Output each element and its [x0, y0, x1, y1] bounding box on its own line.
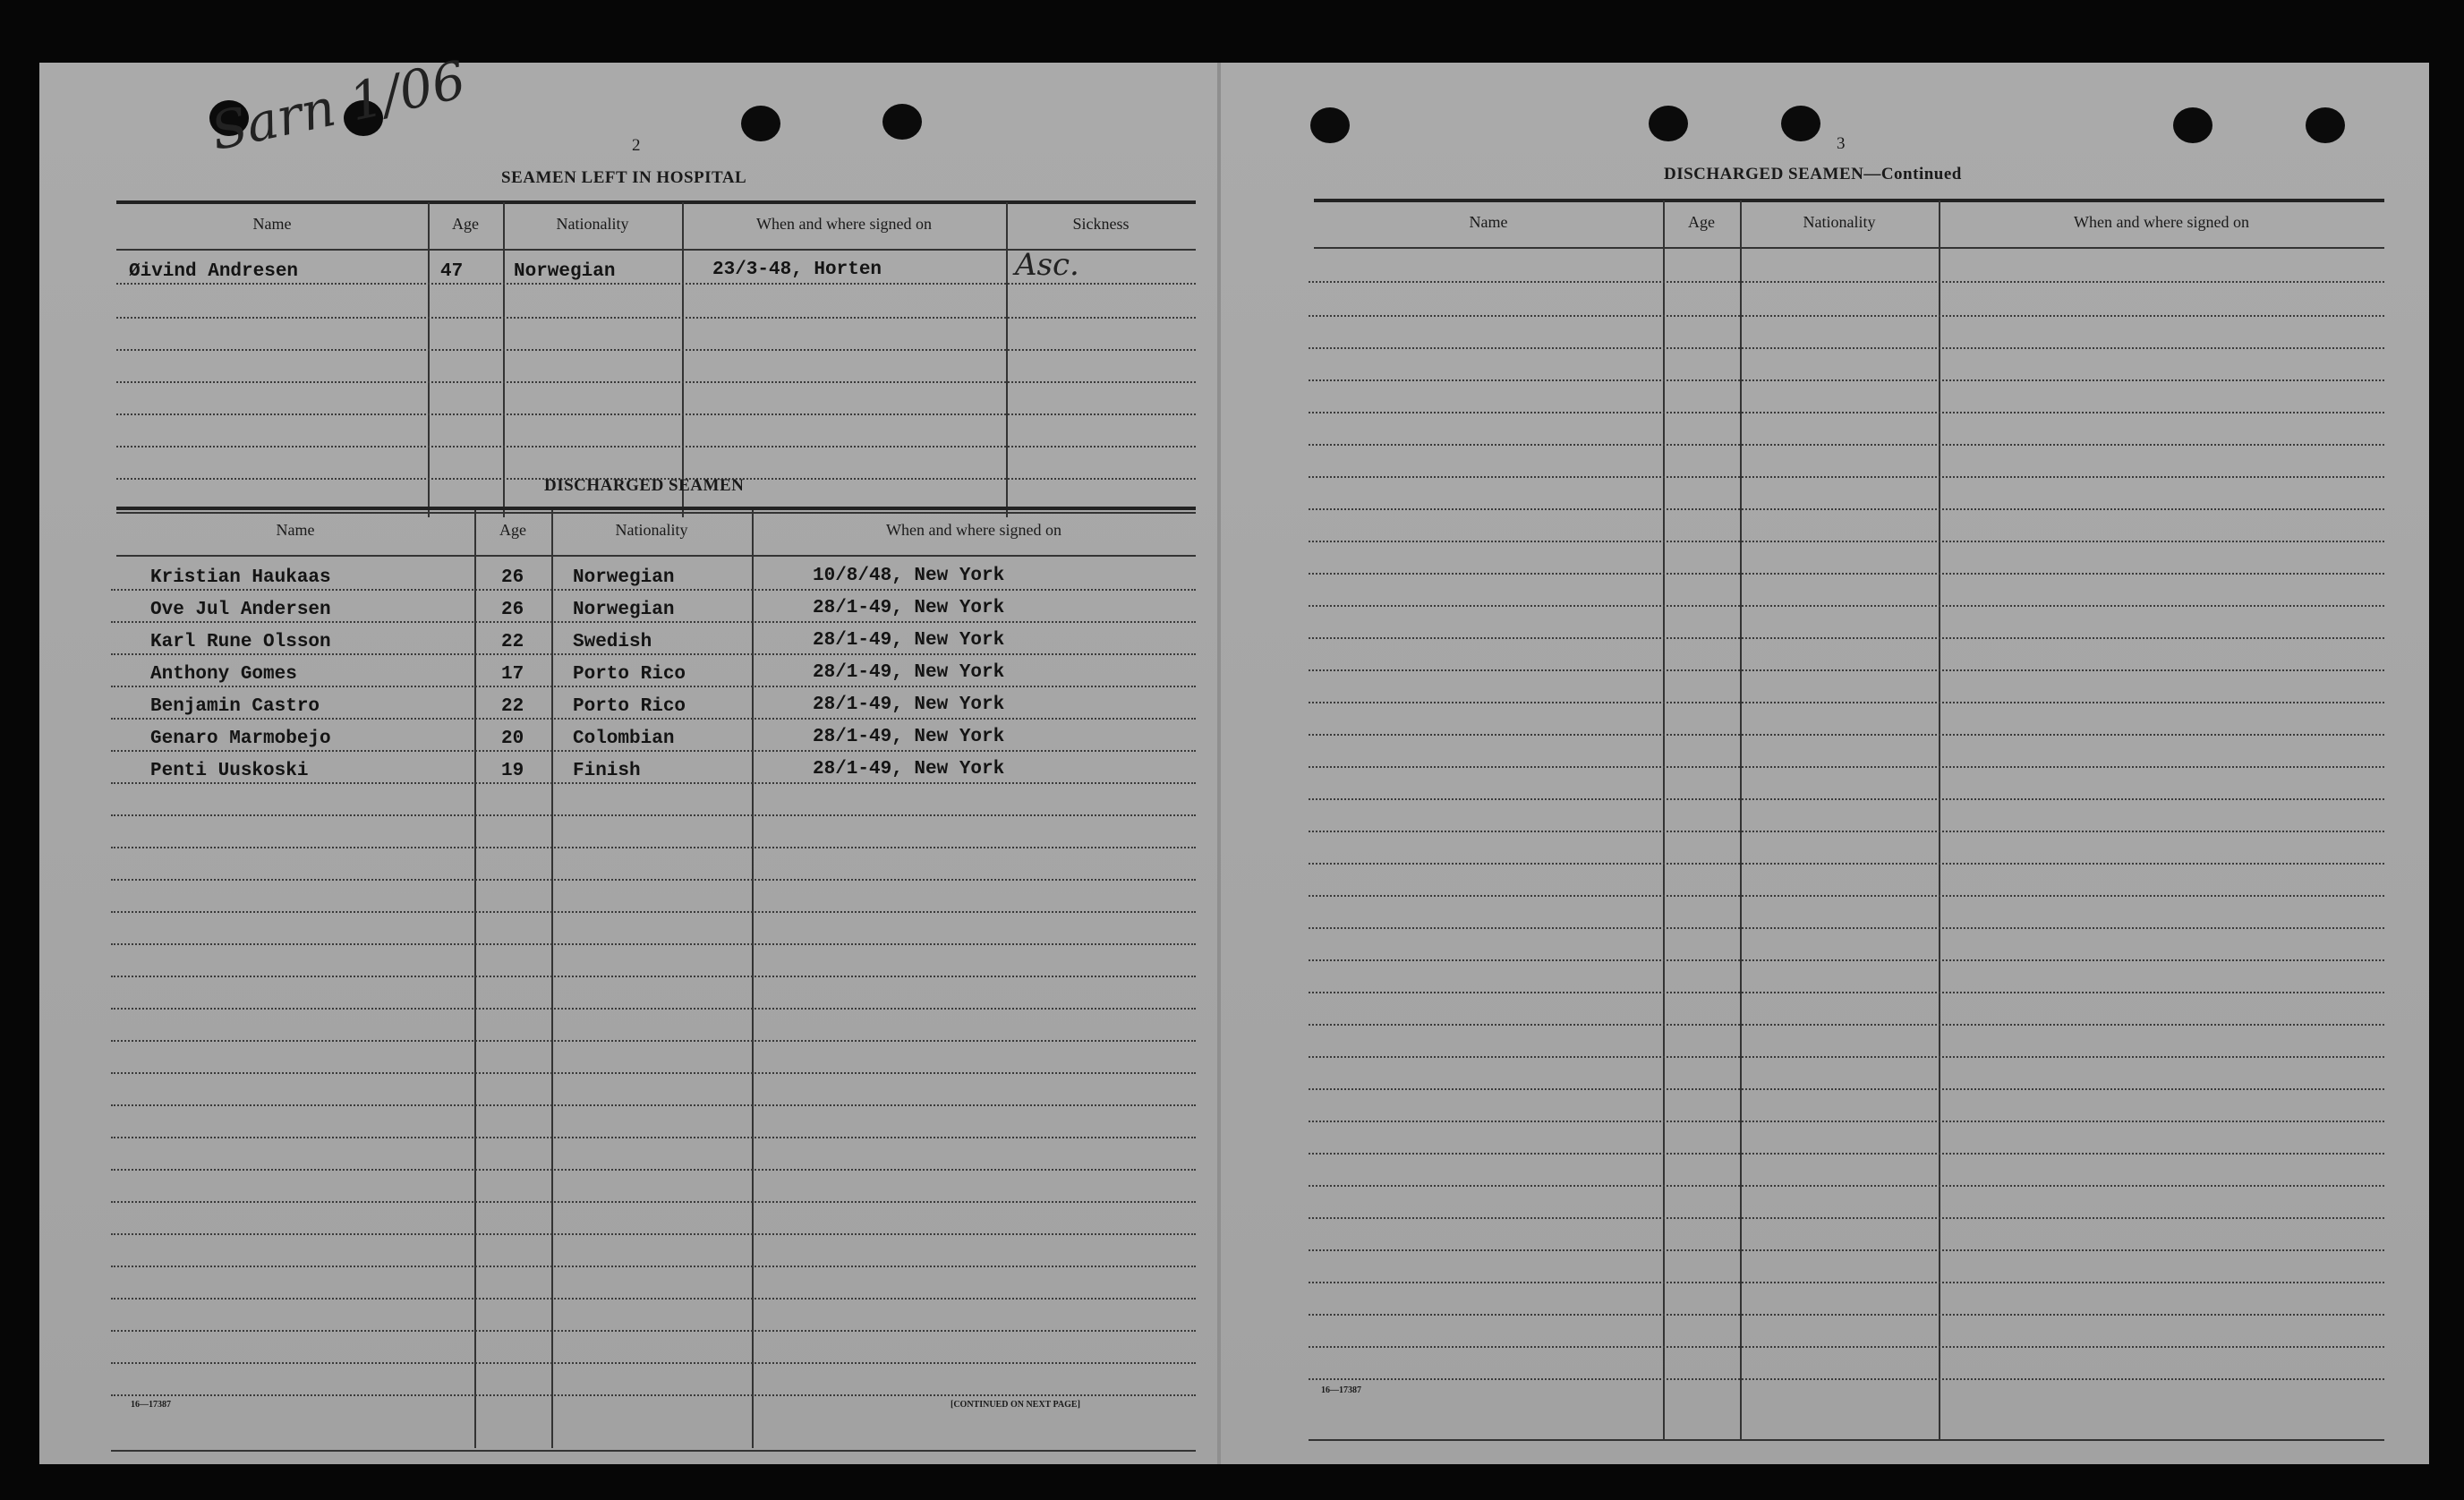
hospital-name: Øivind Andresen	[129, 261, 299, 282]
continued-note: [CONTINUED ON NEXT PAGE]	[951, 1400, 1080, 1410]
discharged-age: 19	[501, 761, 524, 781]
discharged-nationality: Swedish	[573, 632, 652, 652]
discharged-name: Genaro Marmobejo	[150, 729, 331, 749]
hospital-col-sickness: Sickness	[1072, 215, 1130, 233]
discharged-name: Ove Jul Andersen	[150, 600, 331, 620]
binder-hole	[2173, 107, 2212, 143]
discharged-signed-on: 28/1-49, New York	[813, 598, 1005, 618]
discharged-name: Karl Rune Olsson	[150, 632, 331, 652]
hospital-col-name: Name	[252, 215, 292, 233]
discharged-nationality: Norwegian	[573, 600, 675, 620]
hospital-col-age: Age	[452, 215, 479, 233]
hospital-col-signed-on: When and where signed on	[756, 215, 932, 233]
binder-hole	[2306, 107, 2345, 143]
discharged-nationality: Porto Rico	[573, 664, 686, 685]
discharged-col-nationality: Nationality	[615, 521, 688, 539]
hospital-signed-on: 23/3-48, Horten	[712, 260, 882, 280]
discharged-signed-on: 28/1-49, New York	[813, 695, 1005, 715]
right-col-age: Age	[1688, 213, 1715, 231]
discharged-signed-on: 28/1-49, New York	[813, 630, 1005, 651]
document-scan	[39, 48, 2429, 1464]
left-page-number: 2	[632, 136, 641, 155]
left-form-number: 16—17387	[131, 1400, 171, 1410]
discharged-age: 26	[501, 567, 524, 588]
hospital-nationality: Norwegian	[514, 261, 616, 282]
discharged-signed-on: 28/1-49, New York	[813, 662, 1005, 683]
discharged-nationality: Porto Rico	[573, 696, 686, 717]
hospital-sickness: Asc.	[1015, 247, 1079, 283]
right-page-title: DISCHARGED SEAMEN—Continued	[1664, 165, 1962, 183]
discharged-name: Kristian Haukaas	[150, 567, 331, 588]
discharged-age: 17	[501, 664, 524, 685]
discharged-section-title: DISCHARGED SEAMEN	[544, 476, 745, 495]
binder-hole	[1649, 106, 1688, 141]
discharged-age: 20	[501, 729, 524, 749]
right-page-number: 3	[1837, 134, 1846, 153]
right-col-signed-on: When and where signed on	[2074, 213, 2249, 231]
binder-hole	[1310, 107, 1350, 143]
binder-hole	[741, 106, 780, 141]
right-col-nationality: Nationality	[1803, 213, 1876, 231]
discharged-col-name: Name	[276, 521, 315, 539]
hospital-section-title: SEAMEN LEFT IN HOSPITAL	[501, 168, 747, 187]
right-form-number: 16—17387	[1321, 1385, 1361, 1395]
discharged-nationality: Norwegian	[573, 567, 675, 588]
discharged-age: 26	[501, 600, 524, 620]
discharged-age: 22	[501, 696, 524, 717]
discharged-signed-on: 10/8/48, New York	[813, 566, 1005, 586]
right-col-name: Name	[1469, 213, 1508, 231]
corner-annotation: Sarn 1/06	[206, 48, 471, 163]
discharged-signed-on: 28/1-49, New York	[813, 727, 1005, 747]
binder-hole	[1781, 106, 1820, 141]
discharged-col-signed-on: When and where signed on	[886, 521, 1061, 539]
discharged-signed-on: 28/1-49, New York	[813, 759, 1005, 780]
binder-hole	[882, 104, 922, 140]
hospital-col-nationality: Nationality	[556, 215, 629, 233]
discharged-nationality: Colombian	[573, 729, 675, 749]
discharged-age: 22	[501, 632, 524, 652]
discharged-col-age: Age	[499, 521, 526, 539]
page-fold	[1217, 63, 1221, 1464]
discharged-nationality: Finish	[573, 761, 641, 781]
hospital-age: 47	[440, 261, 464, 282]
discharged-name: Benjamin Castro	[150, 696, 320, 717]
discharged-name: Anthony Gomes	[150, 664, 297, 685]
discharged-name: Penti Uuskoski	[150, 761, 309, 781]
